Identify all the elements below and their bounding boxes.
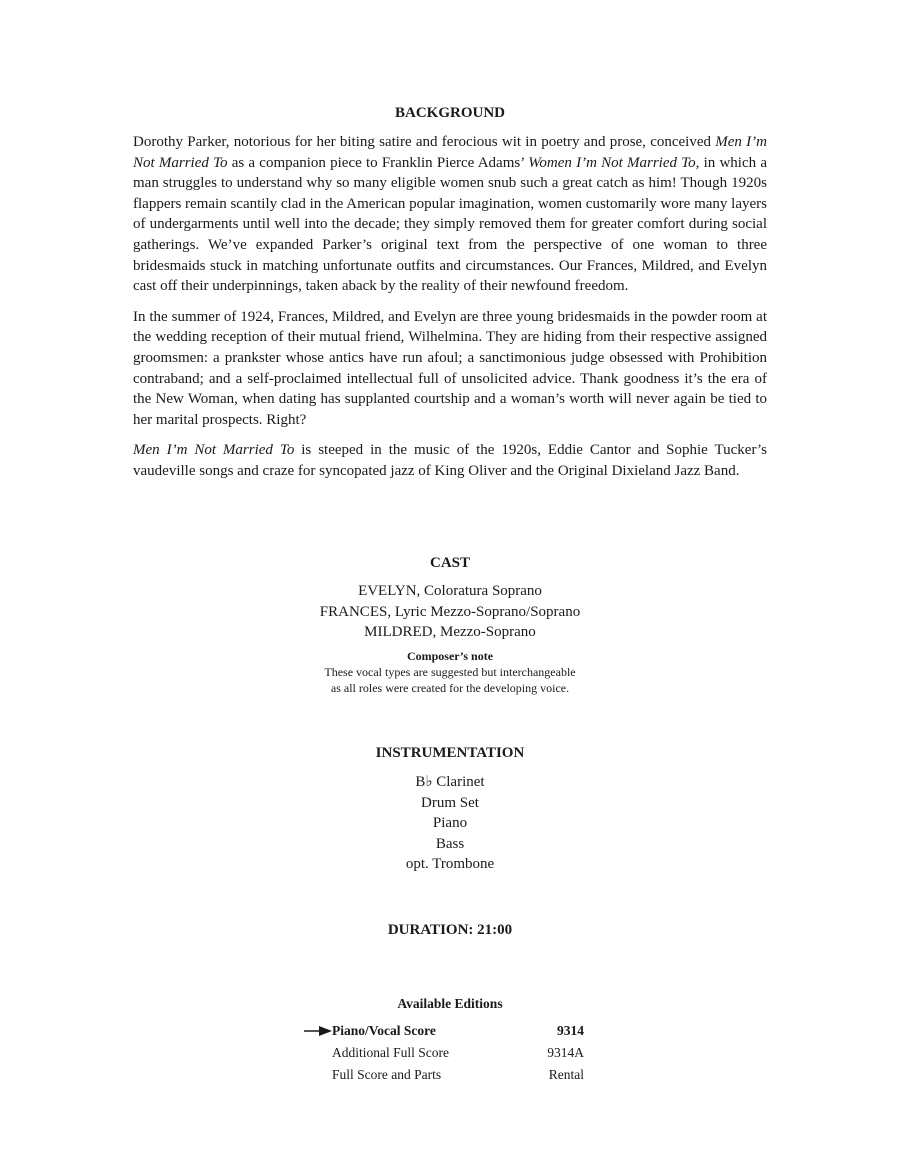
p1-title-men: Men I’m Not Married To [133,134,767,171]
arrow-right-icon [304,1026,332,1036]
editions-heading: Available Editions [397,996,503,1011]
background-paragraph-1 [133,132,767,297]
edition-code: 9314A [547,1045,584,1060]
cast-role-frances: FRANCES, Lyric Mezzo-Soprano/Soprano [319,603,581,620]
p1-text-2: as a companion piece to Franklin Pierce Adams’ [227,154,529,171]
edition-row [300,1064,590,1086]
instrument-drum-set: Drum Set [421,794,479,811]
edition-name: Additional Full Score [332,1045,449,1060]
background-section [133,132,767,492]
background-paragraph-2: In the summer of 1924, Frances, Mildred, and Evelyn are three young bridesmaids in the powder room at the wedding reception of their mutual friend, Wilhelmina. They are hiding from their respective assigned groomsmen: a prankster whose antics have run afoul; a sanctimonious judge obsessed with Prohibition contraband; and a self-proclaimed intellectual full of unsolicited advice. Thank goodness it’s the era of the New Woman, when dating has supplanted courtship and a woman’s worth will never again be tied to her marital prospects. Right? [133,308,767,428]
edition-code: 9314 [557,1023,584,1038]
instrumentation-list [0,772,900,875]
edition-row [300,1042,590,1064]
edition-code: Rental [548,1067,584,1082]
composers-note-line-1: These vocal types are suggested but interchangeable [324,665,576,679]
cast-heading: CAST [429,555,470,571]
composers-note [0,648,900,696]
duration-heading: DURATION: 21:00 [387,922,513,938]
instrumentation-heading: INSTRUMENTATION [375,745,525,761]
edition-name: Full Score and Parts [332,1067,442,1082]
p3-text: is steeped in the music of the 1920s, Eddie Cantor and Sophie Tucker’s vaudeville songs and craze for syncopated jazz of King Oliver and the Original Dixieland Jazz Band. [133,442,767,479]
instrument-clarinet: B♭ Clarinet [415,774,485,790]
composers-note-title: Composer’s note [406,649,494,663]
cast-list [0,581,900,643]
instrument-bass: Bass [435,835,465,852]
cast-role-evelyn: EVELYN, Coloratura Soprano [358,583,542,599]
edition-row-current [300,1020,590,1042]
cast-role-mildred: MILDRED, Mezzo-Soprano [364,624,536,641]
instrument-trombone: opt. Trombone [405,856,495,873]
p1-title-women: Women I’m Not Married To [528,154,696,171]
p1-text-1: Dorothy Parker, notorious for her biting satire and ferocious wit in poetry and prose, conceived [133,134,716,150]
edition-name: Piano/Vocal Score [332,1023,436,1038]
background-heading: BACKGROUND [394,105,505,121]
composers-note-line-2: as all roles were created for the developing voice. [330,681,570,695]
instrument-piano: Piano [432,815,468,832]
background-paragraph-3 [133,440,767,481]
editions-table [300,1020,590,1086]
p1-text-3: , in which a man struggles to understand why so many eligible women snub such a great catch as him! Though 1920s flappers remain scantily clad in the American popular imagination, women customarily wore many layers of undergarments until well into the decade; they simply removed them for greater comfort during social gatherings. We’ve expanded Parker’s original text from the perspective of one woman to three bridesmaids stuck in matching unfortunate outfits and circumstances. Our Frances, Mildred, and Evelyn cast off their underpinnings, taken aback by the reality of their newfound freedom. [133,154,767,295]
p3-title-men: Men I’m Not Married To [133,442,295,459]
